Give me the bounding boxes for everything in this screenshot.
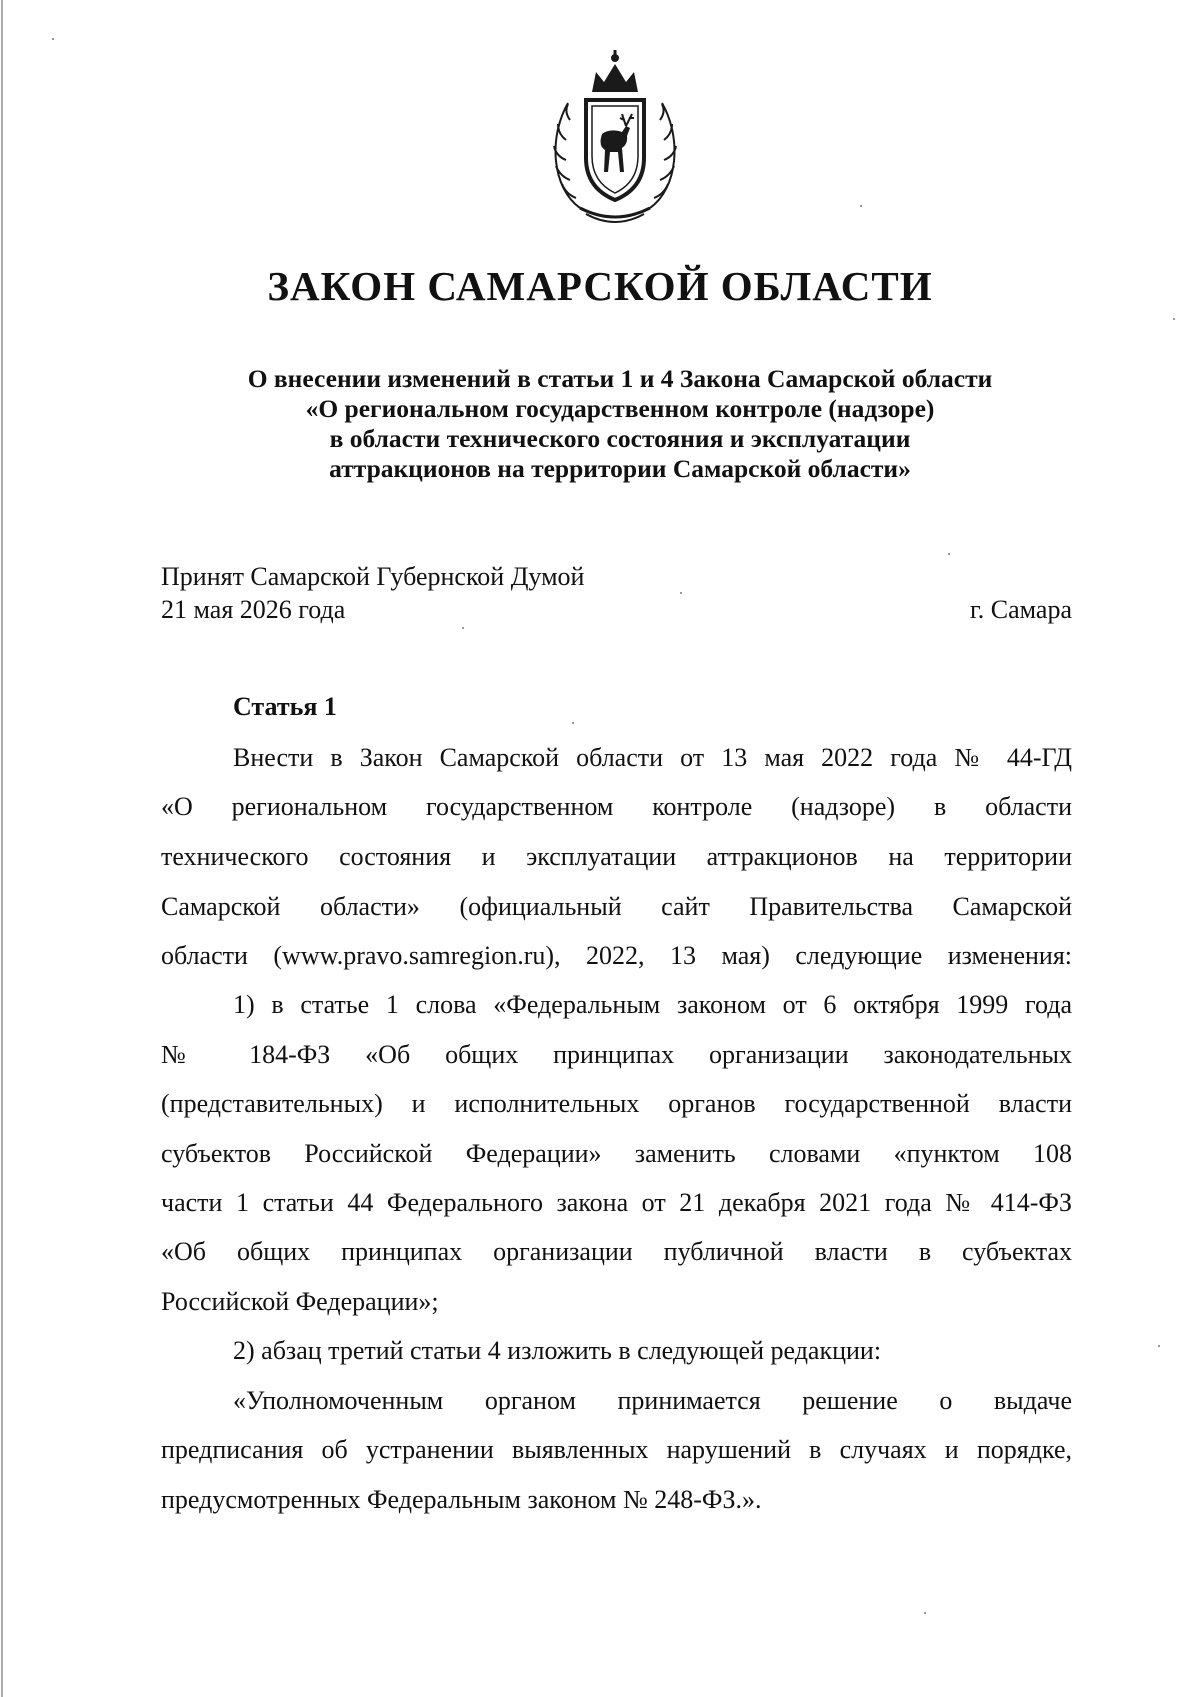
body-line: «Уполномоченным органом принимается решение о выдаче: [233, 1386, 1072, 1415]
scan-speck: [52, 38, 54, 40]
body-line: «Об общих принципах организации публичной власти в субъектах: [161, 1237, 1072, 1266]
scan-speck: [1158, 1345, 1160, 1347]
subtitle-line: О внесении изменений в статьи 1 и 4 Закона Самарской области: [247, 364, 993, 393]
scan-speck: [924, 1612, 926, 1614]
body-line: субъектов Российской Федерации» заменить словами «пунктом 108: [161, 1139, 1072, 1168]
body-line: 2) абзац третий статьи 4 изложить в следующей редакции:: [233, 1336, 882, 1365]
coat-of-arms-emblem: [540, 48, 690, 228]
adoption-city: г. Самара: [970, 595, 1072, 624]
law-title: ЗАКОН САМАРСКОЙ ОБЛАСТИ: [267, 263, 933, 309]
body-line: области (www.pravo.samregion.ru), 2022, 13 мая) следующие изменения:: [161, 941, 1072, 970]
body-line: Самарской области» (официальный сайт Правительства Самарской: [161, 892, 1072, 921]
body-line: предусмотренных Федеральным законом № 248-ФЗ.».: [161, 1485, 762, 1514]
body-line: № 184-ФЗ «Об общих принципах организации законодательных: [161, 1040, 1072, 1069]
adoption-date: 21 мая 2026 года: [161, 595, 346, 624]
body-line: технического состояния и эксплуатации аттракционов на территории: [161, 842, 1072, 871]
body-line: предписания об устранении выявленных нарушений в случаях и порядке,: [161, 1435, 1072, 1464]
body-line: (представительных) и исполнительных органов государственной власти: [161, 1089, 1072, 1118]
subtitle-line: в области технического состояния и эксплуатации: [329, 424, 911, 453]
article-heading: Статья 1: [233, 692, 337, 721]
scan-speck: [948, 553, 950, 555]
subtitle-line: аттракционов на территории Самарской области»: [329, 454, 911, 483]
body-line: Внести в Закон Самарской области от 13 мая 2022 года № 44-ГД: [233, 743, 1072, 772]
scan-speck: [860, 205, 862, 207]
adoption-body: Принят Самарской Губернской Думой: [161, 562, 585, 591]
adoption-block: [161, 560, 584, 626]
scan-speck: [462, 627, 464, 629]
body-line: части 1 статьи 44 Федерального закона от 21 декабря 2021 года № 414-ФЗ: [161, 1188, 1072, 1217]
law-subtitle: [170, 364, 1070, 484]
scan-speck: [572, 722, 574, 724]
scan-speck: [680, 592, 682, 594]
scan-speck: [1173, 318, 1175, 320]
body-line: 1) в статье 1 слова «Федеральным законом от 6 октября 1999 года: [233, 990, 1072, 1019]
subtitle-line: «О региональном государственном контроле (надзоре): [305, 394, 935, 423]
body-line: «О региональном государственном контроле (надзоре) в области: [161, 792, 1072, 821]
scan-edge: [1, 0, 3, 1697]
body-line: Российской Федерации»;: [161, 1287, 439, 1316]
